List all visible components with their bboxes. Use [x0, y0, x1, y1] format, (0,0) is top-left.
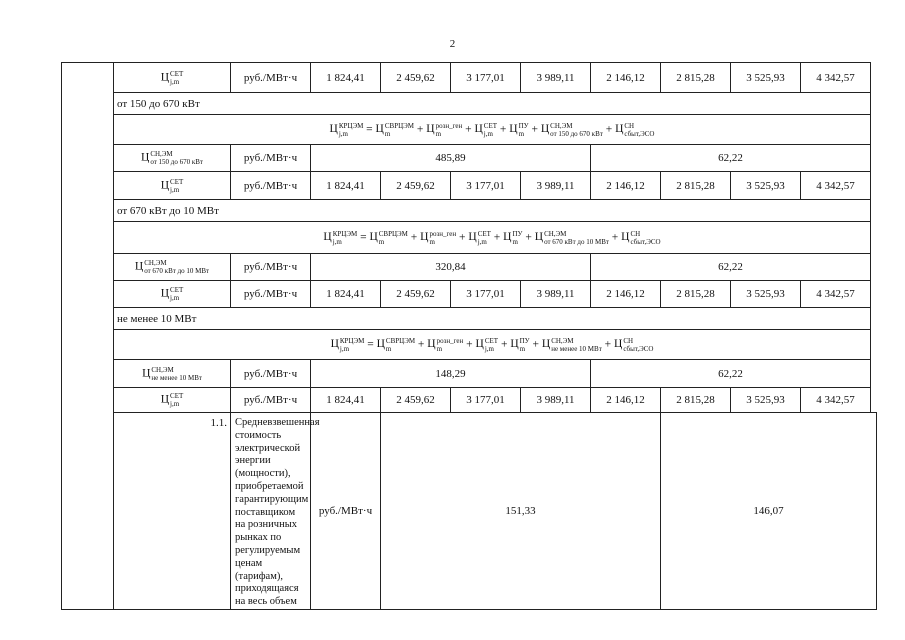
value-cell: 3 177,01: [451, 281, 521, 308]
price-formula: Ц КРЦЭМ j,m = Ц СВРЦЭМ m + Ц розн_ген m + Ц СЕТ j,m + Ц ПУ m + Ц СН,ЭМ не менее 10 МВт + Ц СН сбыт,ЭСО: [114, 330, 871, 360]
value-cell: 2 146,12: [591, 172, 661, 200]
table-row: [62, 330, 877, 360]
unit-cell: руб./МВт·ч: [231, 145, 311, 172]
tariff-table: [61, 62, 877, 610]
table-row: [62, 145, 877, 172]
page-number: 2: [449, 38, 456, 50]
cet-symbol: Ц СЕТ j,m: [114, 281, 231, 308]
value-cell: 3 525,93: [731, 63, 801, 93]
sn-value-left: 148,29: [311, 360, 591, 388]
table-row: [62, 360, 877, 388]
value-cell: 3 989,11: [521, 172, 591, 200]
unit-cell: руб./МВт·ч: [311, 413, 381, 610]
unit-cell: руб./МВт·ч: [231, 254, 311, 281]
value-cell: 1 824,41: [311, 388, 381, 413]
cet-symbol: Ц СЕТ j,m: [114, 172, 231, 200]
table-row: [62, 222, 877, 254]
value-cell: 2 146,12: [591, 281, 661, 308]
value-cell: 2 459,62: [381, 388, 451, 413]
value-cell: 2 146,12: [591, 388, 661, 413]
table-row: [62, 413, 877, 610]
power-range-label: от 150 до 670 кВт: [114, 93, 871, 115]
table-row: [62, 93, 877, 115]
value-cell: 1 824,41: [311, 172, 381, 200]
value-cell: 2 815,28: [661, 281, 731, 308]
value-cell: 4 342,57: [801, 281, 871, 308]
power-range-label: от 670 кВт до 10 МВт: [114, 200, 871, 222]
sn-value-left: 320,84: [311, 254, 591, 281]
value-cell: 2 459,62: [381, 172, 451, 200]
sn-em-symbol: Ц СН,ЭМ не менее 10 МВт: [114, 360, 231, 388]
value-cell: 4 342,57: [801, 388, 871, 413]
average-value-left: 151,33: [381, 413, 661, 610]
power-range-label: не менее 10 МВт: [114, 308, 871, 330]
cet-symbol: Ц СЕТ j,m: [114, 63, 231, 93]
unit-cell: руб./МВт·ч: [231, 281, 311, 308]
value-cell: 3 989,11: [521, 281, 591, 308]
row-number: 1.1.: [114, 413, 231, 610]
value-cell: 2 815,28: [661, 63, 731, 93]
unit-cell: руб./МВт·ч: [231, 360, 311, 388]
sn-value-left: 485,89: [311, 145, 591, 172]
value-cell: 3 177,01: [451, 388, 521, 413]
table-row: [62, 200, 877, 222]
sn-value-right: 62,22: [591, 145, 871, 172]
row-description: Средневзвешенная стоимость электрической энергии (мощности), приобретаемой гарантирующим поставщиком на розничных рынках по регулируемым ценам (тарифам), приходящаяся на весь объем: [231, 413, 311, 610]
value-cell: 3 177,01: [451, 63, 521, 93]
price-formula: Ц КРЦЭМ j,m = Ц СВРЦЭМ m + Ц розн_ген m + Ц СЕТ j,m + Ц ПУ m + Ц СН,ЭМ от 670 кВт до 10 МВт + Ц СН сбыт,ЭСО: [114, 222, 871, 254]
table-row: [62, 115, 877, 145]
price-formula: Ц КРЦЭМ j,m = Ц СВРЦЭМ m + Ц розн_ген m + Ц СЕТ j,m + Ц ПУ m + Ц СН,ЭМ от 150 до 670 кВт + Ц СН сбыт,ЭСО: [114, 115, 871, 145]
value-cell: 2 146,12: [591, 63, 661, 93]
value-cell: 3 989,11: [521, 388, 591, 413]
unit-cell: руб./МВт·ч: [231, 388, 311, 413]
sn-em-symbol: Ц СН,ЭМ от 150 до 670 кВт: [114, 145, 231, 172]
table-row: [62, 388, 877, 413]
merged-number-cell: [62, 63, 114, 610]
value-cell: 2 815,28: [661, 388, 731, 413]
table-row: [62, 63, 877, 93]
value-cell: 1 824,41: [311, 63, 381, 93]
value-cell: 3 989,11: [521, 63, 591, 93]
value-cell: 4 342,57: [801, 172, 871, 200]
value-cell: 2 815,28: [661, 172, 731, 200]
value-cell: 3 525,93: [731, 281, 801, 308]
table-row: [62, 308, 877, 330]
table-row: [62, 172, 877, 200]
average-value-right: 146,07: [661, 413, 877, 610]
sn-em-symbol: Ц СН,ЭМ от 670 кВт до 10 МВт: [114, 254, 231, 281]
unit-cell: руб./МВт·ч: [231, 172, 311, 200]
table-row: [62, 281, 877, 308]
value-cell: 3 525,93: [731, 388, 801, 413]
value-cell: 4 342,57: [801, 63, 871, 93]
sn-value-right: 62,22: [591, 360, 871, 388]
table-row: [62, 254, 877, 281]
unit-cell: руб./МВт·ч: [231, 63, 311, 93]
cet-symbol: Ц СЕТ j,m: [114, 388, 231, 413]
value-cell: 3 177,01: [451, 172, 521, 200]
value-cell: 1 824,41: [311, 281, 381, 308]
value-cell: 2 459,62: [381, 63, 451, 93]
value-cell: 2 459,62: [381, 281, 451, 308]
value-cell: 3 525,93: [731, 172, 801, 200]
sn-value-right: 62,22: [591, 254, 871, 281]
